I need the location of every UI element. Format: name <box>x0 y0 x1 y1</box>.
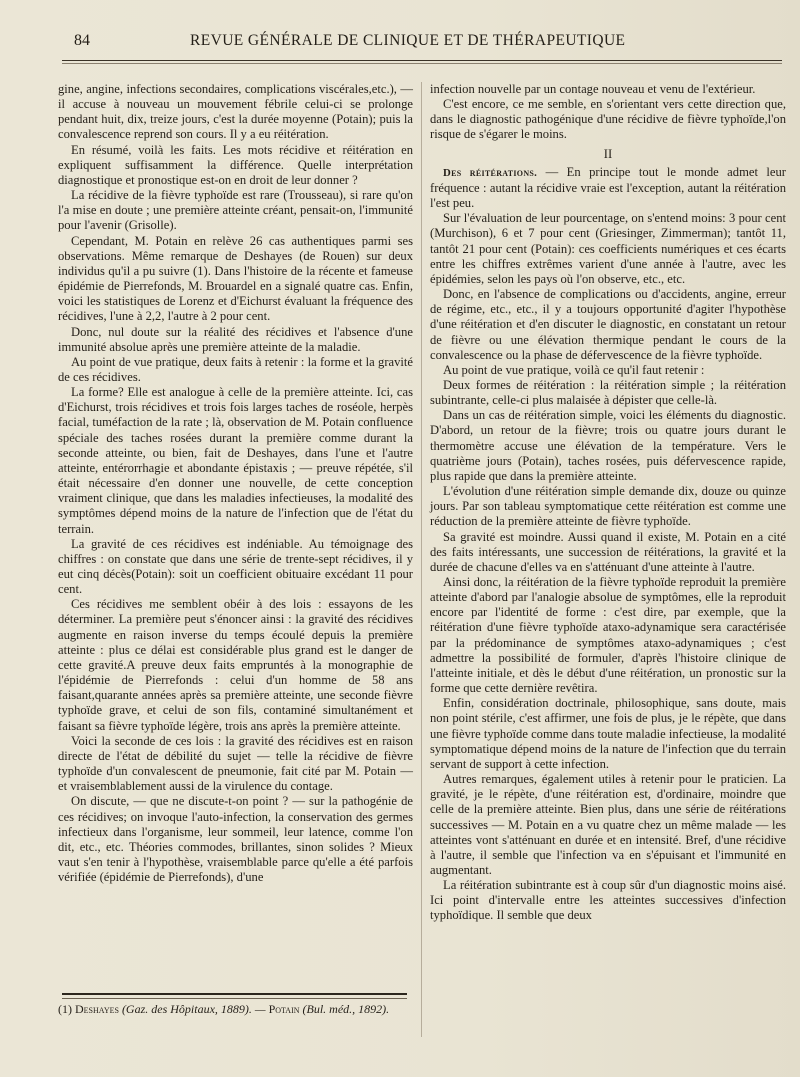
paragraph: En résumé, voilà les faits. Les mots récidive et réitération en expliquent suffisamment la différence. Quelle interprétation diagnostique et pronostique est-on en droit de leur donner ? <box>58 142 413 187</box>
paragraph-text: — En principe tout le monde admet leur fréquence : autant la récidive vraie est l'exception, autant la réitération l'est peu. <box>430 164 786 211</box>
footnote <box>58 1002 413 1017</box>
footnote-rule <box>62 993 407 999</box>
footnote-marker: (1) <box>58 1002 72 1016</box>
paragraph: Sa gravité est moindre. Aussi quand il existe, M. Potain en a cité des faits intéressants, une succession de réitérations, la gravité et la durée de chacune d'elles va en s'atténuant d'une atteinte à l'autre. <box>430 529 786 574</box>
footnote-source: (Bul. méd., 1892). <box>302 1002 390 1016</box>
section-subheading: Des réitérations. <box>443 166 538 179</box>
paragraph: La réitération subintrante est à coup sûr d'un diagnostic moins aisé. Ici point d'intervalle entre les atteintes successives d'infection typhoïdique. Il semble que deux <box>430 878 786 923</box>
paragraph: Dans un cas de réitération simple, voici les éléments du diagnostic. D'abord, un retour de la fièvre; trois ou quatre jours durant le thermomètre accuse une élévation de la température. Vers le quatrième jours (Potain), taches rosées, puis défervescence rapide, plus rapide que dans la première atteinte. <box>430 408 786 483</box>
paragraph: Sur l'évaluation de leur pourcentage, on s'entend moins: 3 pour cent (Murchison), 6 et 7 pour cent (Griesinger, Zimmerman); tantôt 11, tantôt 21 pour cent (Potain): ces coefficients numériques et ces écarts entre les chiffres extrêmes varient d'une année à l'autre, avec les épidémies, selon les pays où l'on observe, etc., etc. <box>430 211 786 286</box>
paragraph: Ainsi donc, la réitération de la fièvre typhoïde reproduit la première atteinte d'abord par l'analogie absolue de symptômes, elle la reproduit encore par l'identité de forme : c'est dire, par exemple, que la réitération d'une fièvre typhoïde ataxo-adynamique sera caractérisée par la prédominance de symptômes ataxo-adynamiques ; c'est admettre la possibilité de formuler, d'après l'histoire clinique de l'atteinte initiale, et dès le début d'une réitération, un pronostic sur la forme que cette dernière revêtira. <box>430 575 786 696</box>
paragraph: Deux formes de réitération : la réitération simple ; la réitération subintrante, celle-ci plus malaisée à dépister que celle-là. <box>430 377 786 408</box>
paragraph: La récidive de la fièvre typhoïde est rare (Trousseau), si rare qu'on l'a mise en doute ; une première atteinte créant, pensait-on, l'immunité pour l'avenir (Grisolle). <box>58 188 413 233</box>
paragraph: Donc, en l'absence de complications ou d'accidents, angine, erreur de régime, etc., etc., il y a toujours opportunité d'agiter l'hypothèse d'une réitération et d'en discuter le diagnostic, en constatant un retour de fièvre ou une élévation thermique pendant le cours de la convalescence ou la phase de défervescence de la fièvre typhoïde. <box>430 287 786 362</box>
paragraph: Cependant, M. Potain en relève 26 cas authentiques parmi ses observations. Même remarque de Deshayes (de Rouen) sur deux individus qu'il a pu suivre (1). Dans l'histoire de la récente et fameuse épidémie de Pierrefonds, M. Brouardel en a signalé quatre cas. Enfin, voici les statistiques de Lorenz et d'Eichurst évaluant la fréquence des récidives, l'une à 2,2, l'autre à 2 pour cent. <box>58 233 413 324</box>
paragraph: Au point de vue pratique, deux faits à retenir : la forme et la gravité de ces récidives. <box>58 354 413 384</box>
section-number: II <box>603 146 613 161</box>
paragraph: infection nouvelle par un contage nouveau et venu de l'extérieur. <box>430 82 756 96</box>
paragraph <box>430 165 786 211</box>
paragraph: Voici la seconde de ces lois : la gravité des récidives est en raison directe de l'état de débilité du sujet — telle la récidive de fièvre typhoïde d'un convalescent de pneumonie, fait cité par M. Potain — et vraisemblablement aussi de la virulence du contage. <box>58 733 413 794</box>
paragraph: Autres remarques, également utiles à retenir pour le praticien. La gravité, je le répète, d'une réitération est, d'ordinaire, moindre que celle de la première atteinte. Bien plus, dans une série de réitérations successives — M. Potain en a vu quatre chez un même malade — les atteintes vont s'atténuant en durée et en intensité. Bref, d'une récidive à l'autre, il semble que l'infection va en s'épuisant et l'immunité en augmentant. <box>430 772 786 877</box>
running-title: REVUE GÉNÉRALE DE CLINIQUE ET DE THÉRAPEUTIQUE <box>190 32 626 49</box>
page-number: 84 <box>74 32 90 49</box>
paragraph: On discute, — que ne discute-t-on point ? — sur la pathogénie de ces récidives; on invoque l'auto-infection, la conservation des germes infectieux dans l'organisme, leur sommeil, leur latence, comme l'on dit, etc., etc. Théories commodes, brillantes, sinon solides ? Mieux vaut s'en tenir à l'hypothèse, vraisemblable parce qu'elle a été parfois vérifiée (épidémie de Pierrefonds), d'une <box>58 794 413 885</box>
paragraph: gine, angine, infections secondaires, complications viscérales,etc.), — il accuse à nouveau un mouvement fébrile celui-ci se prolonge pendant huit, dix, treize jours, c'est la durée moyenne (Potain); puis la convalescence reprend son cours. Il y a eu réitération. <box>58 82 413 142</box>
right-column <box>430 82 786 924</box>
paragraph: C'est encore, ce me semble, en s'orientant vers cette direction que, dans le diagnostic pathogénique d'une récidive de fièvre typhoïde,l'on risque de s'égarer le moins. <box>430 97 786 142</box>
paragraph: Au point de vue pratique, voilà ce qu'il faut retenir : <box>443 362 705 377</box>
footnote-text <box>58 1002 413 1017</box>
paragraph: La forme? Elle est analogue à celle de la première atteinte. Ici, cas d'Eichurst, trois récidives et trois fois larges taches de roséole, herpès facial, tuméfaction de la rate ; là, observation de M. Potain confluence spéciale des taches rosées durant la première comme durant la seconde atteinte, ou bien, fait de Deshayes, dans l'une et l'autre atteinte, entérorrhagie et abondante épistaxis ; — preuve répétée, s'il était nécessaire d'en donner une nouvelle, de cette conception vraiment clinique, que dans les maladies infectieuses, la modalité des symptômes dépend moins de la nature de l'infection que de l'état du terrain. <box>58 385 413 536</box>
paragraph: La gravité de ces récidives est indéniable. Au témoignage des chiffres : on constate que dans une série de trente-sept récidives, il y eut cinq décès(Potain): soit un coefficient obituaire excédant 11 pour cent. <box>58 536 413 597</box>
footnote-author: Potain <box>268 1002 300 1016</box>
paragraph: Ces récidives me semblent obéir à des lois : essayons de les déterminer. La première peut s'énoncer ainsi : la gravité des récidives augmente en raison inverse du temps écoulé depuis la première atteinte : plus ce délai est considérable plus grand est le danger de cette gravité.A preuve deux faits empruntés à la monographie de l'épidémie de Pierrefonds : celui d'un homme de 58 ans faisant,quarante années après sa première atteinte, une seconde fièvre typhoïde grave, et celui de son fils, contaminé simultanément et faisant sa fièvre typhoïde légère, trois ans après la première atteinte. <box>58 597 413 733</box>
footnote-source: (Gaz. des Hôpitaux, 1889). — <box>121 1002 266 1016</box>
footnote-author: Deshayes <box>75 1002 119 1016</box>
paragraph: L'évolution d'une réitération simple demande dix, douze ou quinze jours. Par son tableau symptomatique cette réitération est comme une réduction de la première atteinte de fièvre typhoïde. <box>430 484 786 529</box>
column-divider <box>421 82 422 1037</box>
header-rule <box>62 60 782 64</box>
paragraph: Donc, nul doute sur la réalité des récidives et l'absence d'une immunité absolue après une première atteinte de la maladie. <box>58 324 413 354</box>
paragraph: Enfin, considération doctrinale, philosophique, sans doute, mais non point stérile, c'est affirmer, une fois de plus, je le répète, que dans une fièvre typhoïde comme dans toute maladie infectieuse, la modalité symptomatique dépend moins de la nature de l'infection que du terrain servant de support à cette infection. <box>430 696 786 771</box>
page-header <box>0 28 800 54</box>
left-column <box>58 82 413 885</box>
